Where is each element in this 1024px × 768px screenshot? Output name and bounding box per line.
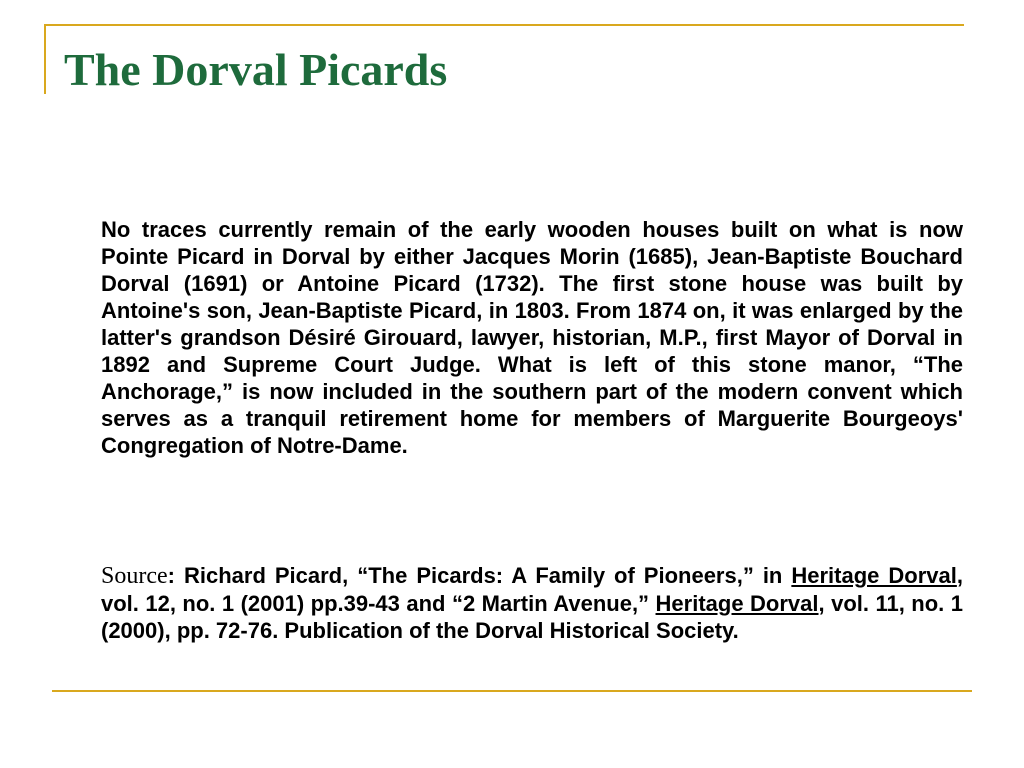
source-text-3: , vol. 11, no. 1 (2000), pp. 72-76. Publication of the Dorval Historical Society. bbox=[101, 591, 963, 643]
slide-title: The Dorval Picards bbox=[64, 44, 448, 95]
source-publication-1: Heritage Dorval bbox=[791, 563, 957, 588]
left-rule bbox=[44, 24, 46, 94]
bottom-rule bbox=[52, 690, 972, 692]
source-text-1: Richard Picard, “The Picards: A Family of Pioneers,” in bbox=[183, 563, 792, 588]
source-publication-2: Heritage Dorval bbox=[655, 591, 819, 616]
source-citation bbox=[101, 562, 963, 644]
source-label: Source bbox=[101, 563, 168, 589]
source-text-2: , vol. 12, no. 1 (2001) pp.39-43 and “2 Martin Avenue,” bbox=[101, 563, 963, 616]
top-rule bbox=[44, 24, 964, 26]
source-colon: : bbox=[167, 563, 184, 588]
body-paragraph: No traces currently remain of the early wooden houses built on what is now Pointe Picard in Dorval by either Jacques Morin (1685), Jean-Baptiste Bouchard Dorval (1691) or Antoine Picard (1732). The first stone house was built by Antoine's son, Jean-Baptiste Picard, in 1803. From 1874 on, it was enlarged by the latter's grandson Désiré Girouard, lawyer, historian, M.P., first Mayor of Dorval in 1892 and Supreme Court Judge. What is left of this stone manor, “The Anchorage,” is now included in the southern part of the modern convent which serves as a tranquil retirement home for members of Marguerite Bourgeoys' Congregation of Notre-Dame. bbox=[101, 217, 963, 458]
